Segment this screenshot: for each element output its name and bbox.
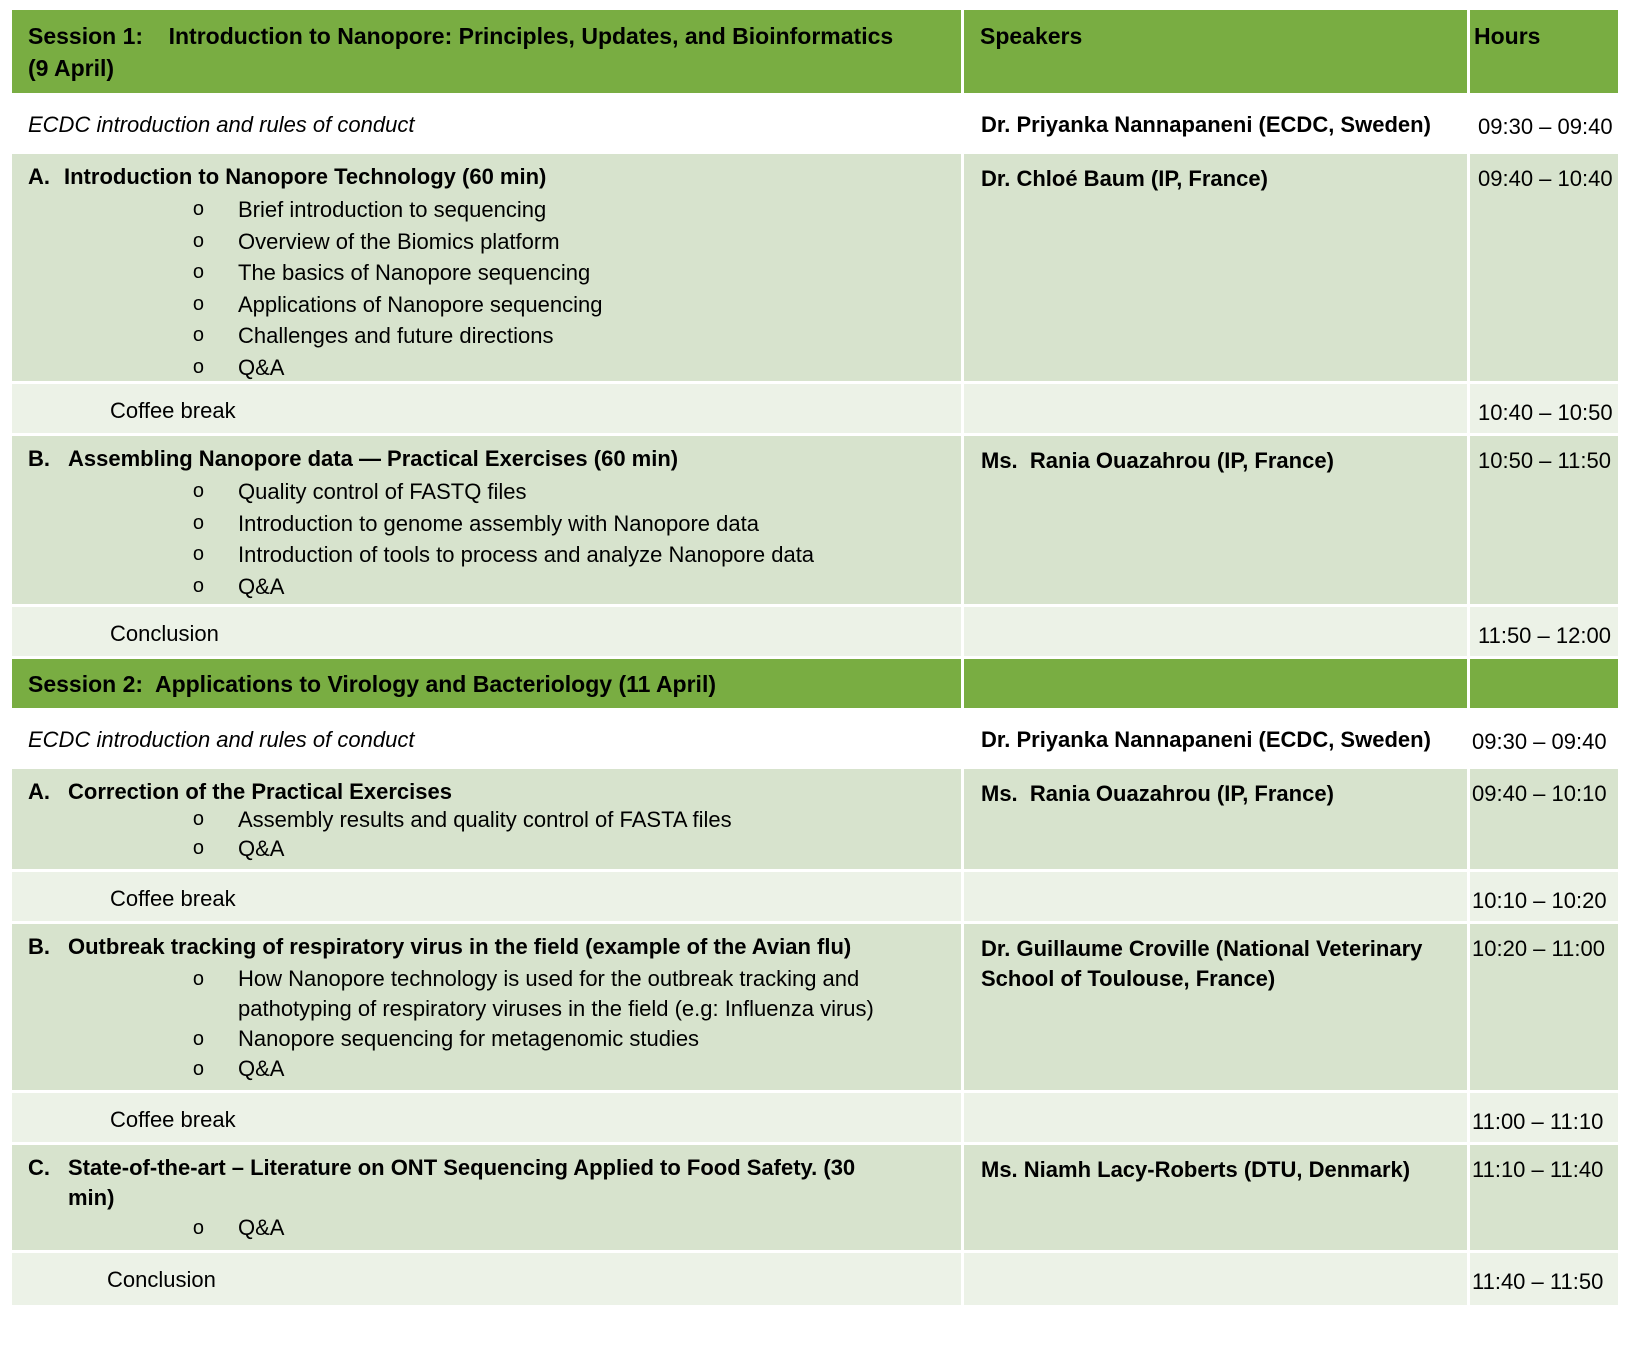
intro-speaker: Dr. Priyanka Nannapaneni (ECDC, Sweden) <box>964 96 1470 151</box>
conclusion-speaker-empty <box>964 607 1470 656</box>
bullet-icon: o <box>192 1217 204 1239</box>
session2-talk-c-row <box>12 1145 1618 1253</box>
list-item <box>28 571 961 603</box>
s2-talk-a-title: Correction of the Practical Exercises <box>68 779 452 804</box>
session1-talk-b-row <box>12 436 1618 607</box>
list-item <box>28 1054 961 1084</box>
list-item <box>28 1213 961 1243</box>
talk-b-speaker: Ms. Rania Ouazahrou (IP, France) <box>964 436 1470 604</box>
bullet-icon: o <box>192 355 204 378</box>
s2-talk-b-time: 10:20 – 11:00 <box>1472 936 1605 961</box>
list-item <box>28 539 961 571</box>
bullet-icon: o <box>192 261 204 283</box>
conclusion-speaker-empty <box>964 1253 1470 1305</box>
talk-c-content <box>12 1145 964 1250</box>
bullet-text: Introduction to genome assembly with Nanopore data <box>238 510 759 536</box>
session2-break1-row <box>12 872 1618 924</box>
talk-title <box>28 444 961 474</box>
break-label: Coffee break <box>12 872 964 921</box>
bullet-text: Overview of the Biomics platform <box>238 228 560 254</box>
talk-b-content <box>12 436 964 604</box>
talk-c-title-line1: State-of-the-art – Literature on ONT Sequencing Applied to Food Safety. (30 <box>68 1155 856 1180</box>
talk-b-title: Assembling Nanopore data — Practical Exercises (60 min) <box>68 446 679 471</box>
break-time: 11:00 – 11:10 <box>1472 1109 1604 1134</box>
talk-b-time: 10:50 – 11:50 <box>1478 448 1611 473</box>
speaker-line2: School of Toulouse, France) <box>981 966 1276 991</box>
session1-intro-row <box>12 96 1618 154</box>
bullet-text-line1: How Nanopore technology is used for the outbreak tracking and <box>238 966 860 991</box>
s2-talk-b-title: Outbreak tracking of respiratory virus in the field (example of the Avian flu) <box>68 934 852 959</box>
s2-talk-c-title <box>68 1153 855 1183</box>
session1-break-row <box>12 384 1618 436</box>
talk-letter: C. <box>28 1155 50 1180</box>
talk-a-content <box>12 154 964 381</box>
session1-title <box>12 10 964 93</box>
bullet-icon: o <box>192 543 204 565</box>
s2-talk-a-bullets <box>28 805 961 863</box>
hours-header: Hours <box>1474 23 1541 49</box>
intro-label: ECDC introduction and rules of conduct <box>12 96 964 151</box>
talk-a-title: Introduction to Nanopore Technology (60 min) <box>64 164 547 189</box>
talk-a-time: 09:40 – 10:40 <box>1478 166 1613 191</box>
bullet-text: Q&A <box>238 1215 285 1240</box>
talk-title <box>28 1153 961 1183</box>
s2-talk-b-speaker <box>964 924 1470 1090</box>
talk-letter: B. <box>28 446 50 471</box>
list-item <box>28 289 961 321</box>
bullet-icon: o <box>192 968 204 990</box>
session1-title-line2: (9 April) <box>28 55 115 81</box>
break-speaker-empty <box>964 872 1470 921</box>
talk-title <box>28 932 961 962</box>
s2-talk-c-speaker: Ms. Niamh Lacy-Roberts (DTU, Denmark) <box>964 1145 1470 1250</box>
speakers-header: Speakers <box>964 10 1470 93</box>
bullet-icon: o <box>192 1058 204 1080</box>
bullet-text: Brief introduction to sequencing <box>238 197 547 222</box>
break-time: 10:40 – 10:50 <box>1478 400 1613 425</box>
intro-time: 09:30 – 09:40 <box>1478 114 1613 139</box>
bullet-text: Q&A <box>238 1056 285 1081</box>
list-item <box>28 194 961 226</box>
bullet-text: Introduction of tools to process and analyze Nanopore data <box>238 542 815 567</box>
bullet-icon: o <box>192 837 204 859</box>
session2-talk-b-row <box>12 924 1618 1093</box>
agenda-table <box>12 10 1618 1305</box>
intro-time: 09:30 – 09:40 <box>1472 729 1607 754</box>
intro-label: ECDC introduction and rules of conduct <box>12 711 964 766</box>
talk-b-content <box>12 924 964 1090</box>
talk-letter: B. <box>28 934 50 959</box>
list-item <box>28 476 961 508</box>
break-label: Coffee break <box>12 1093 964 1142</box>
talk-letter: A. <box>28 164 50 189</box>
list-item <box>28 1024 961 1054</box>
speaker-line1: Dr. Guillaume Croville (National Veterinary <box>981 936 1423 961</box>
talk-a-content <box>12 769 964 869</box>
s2-talk-a-time: 09:40 – 10:10 <box>1472 781 1607 806</box>
bullet-text: The basics of Nanopore sequencing <box>238 260 591 285</box>
bullet-text: Quality control of FASTQ files <box>238 479 527 504</box>
bullet-icon: o <box>192 1028 204 1050</box>
break-speaker-empty <box>964 1093 1470 1142</box>
bullet-icon: o <box>192 324 204 346</box>
break-speaker-empty <box>964 384 1470 433</box>
bullet-icon: o <box>192 292 204 315</box>
bullet-icon: o <box>192 198 204 220</box>
list-item <box>28 257 961 289</box>
bullet-text: Assembly results and quality control of FASTA files <box>238 807 732 832</box>
bullet-text: Q&A <box>238 354 285 380</box>
break-label: Coffee break <box>12 384 964 433</box>
session1-header-row <box>12 10 1618 96</box>
s2-talk-a-speaker: Ms. Rania Ouazahrou (IP, France) <box>964 769 1470 869</box>
intro-speaker: Dr. Priyanka Nannapaneni (ECDC, Sweden) <box>964 711 1470 766</box>
list-item <box>28 805 961 834</box>
bullet-text <box>238 964 961 1024</box>
session2-talk-a-row <box>12 769 1618 872</box>
bullet-text: Nanopore sequencing for metagenomic studies <box>238 1026 700 1051</box>
list-item <box>28 352 961 384</box>
talk-title <box>28 162 961 192</box>
bullet-icon: o <box>192 480 204 502</box>
conclusion-time: 11:50 – 12:00 <box>1478 623 1611 648</box>
talk-letter: A. <box>28 779 50 804</box>
conclusion-label: Conclusion <box>12 607 964 656</box>
list-item <box>28 834 961 863</box>
talk-a-bullets <box>28 194 961 383</box>
talk-a-speaker: Dr. Chloé Baum (IP, France) <box>964 154 1470 381</box>
session2-intro-row <box>12 711 1618 769</box>
bullet-icon: o <box>192 574 204 597</box>
conclusion-label: Conclusion <box>12 1253 964 1305</box>
s2-talk-c-time: 11:10 – 11:40 <box>1472 1157 1604 1182</box>
s2-talk-b-bullets <box>28 964 961 1084</box>
session1-conclusion-row <box>12 607 1618 659</box>
bullet-text: Q&A <box>238 573 285 599</box>
list-item <box>28 320 961 352</box>
conclusion-time: 11:40 – 11:50 <box>1472 1269 1604 1294</box>
bullet-text-line2: pathotyping of respiratory viruses in the field (e.g: Influenza virus) <box>238 996 874 1021</box>
session2-speakers-empty <box>964 659 1470 708</box>
session2-conclusion-row <box>12 1253 1618 1305</box>
list-item <box>28 226 961 258</box>
talk-title <box>28 777 961 807</box>
list-item <box>28 508 961 540</box>
talk-c-title-line2: min) <box>68 1185 115 1210</box>
session1-title-line1: Session 1: Introduction to Nanopore: Principles, Updates, and Bioinformatics <box>28 23 894 49</box>
bullet-text: Q&A <box>238 836 285 861</box>
session2-title: Session 2: Applications to Virology and Bacteriology (11 April) <box>12 659 964 708</box>
bullet-icon: o <box>192 229 204 252</box>
break-time: 10:10 – 10:20 <box>1472 888 1607 913</box>
session1-talk-a-row <box>12 154 1618 384</box>
bullet-text: Applications of Nanopore sequencing <box>238 291 603 317</box>
session2-header-row <box>12 659 1618 711</box>
bullet-text: Challenges and future directions <box>238 323 554 348</box>
bullet-icon: o <box>192 511 204 534</box>
s2-talk-c-bullets <box>28 1213 961 1243</box>
session2-hours-empty <box>1470 659 1618 708</box>
talk-b-bullets <box>28 476 961 602</box>
bullet-icon: o <box>192 808 204 830</box>
session2-break2-row <box>12 1093 1618 1145</box>
list-item <box>28 964 961 1024</box>
